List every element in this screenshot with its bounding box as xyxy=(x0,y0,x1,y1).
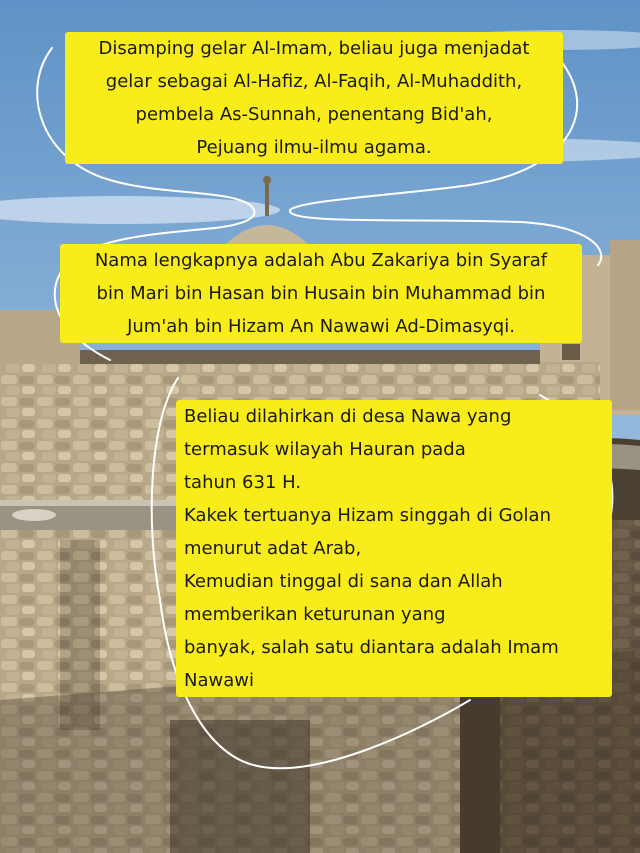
caption-titles xyxy=(65,32,563,164)
caption-line: termasuk wilayah Hauran pada xyxy=(184,439,466,460)
caption-line: memberikan keturunan yang xyxy=(184,604,446,625)
caption-line: Pejuang ilmu-ilmu agama. xyxy=(196,137,432,158)
caption-full-name xyxy=(60,244,582,343)
caption-line: banyak, salah satu diantara adalah Imam xyxy=(184,637,559,658)
caption-line: gelar sebagai Al-Hafiz, Al-Faqih, Al-Muhaddith, xyxy=(105,71,523,92)
caption-line: tahun 631 H. xyxy=(184,472,302,493)
caption-line: menurut adat Arab, xyxy=(184,538,362,559)
caption-line: Nama lengkapnya adalah Abu Zakariya bin Syaraf xyxy=(94,250,548,271)
caption-line: pembela As-Sunnah, penentang Bid'ah, xyxy=(135,104,493,125)
caption-line: Beliau dilahirkan di desa Nawa yang xyxy=(184,406,512,427)
caption-line: Kakek tertuanya Hizam singgah di Golan xyxy=(184,505,551,526)
caption-line: Kemudian tinggal di sana dan Allah xyxy=(184,571,503,592)
caption-line: Disamping gelar Al-Imam, beliau juga menjadat xyxy=(98,38,530,59)
caption-line: Nawawi xyxy=(184,670,254,691)
caption-line: bin Mari bin Hasan bin Husain bin Muhammad bin xyxy=(96,283,546,304)
caption-line: Jum'ah bin Hizam An Nawawi Ad-Dimasyqi. xyxy=(127,316,515,337)
caption-birth-history xyxy=(176,400,612,697)
